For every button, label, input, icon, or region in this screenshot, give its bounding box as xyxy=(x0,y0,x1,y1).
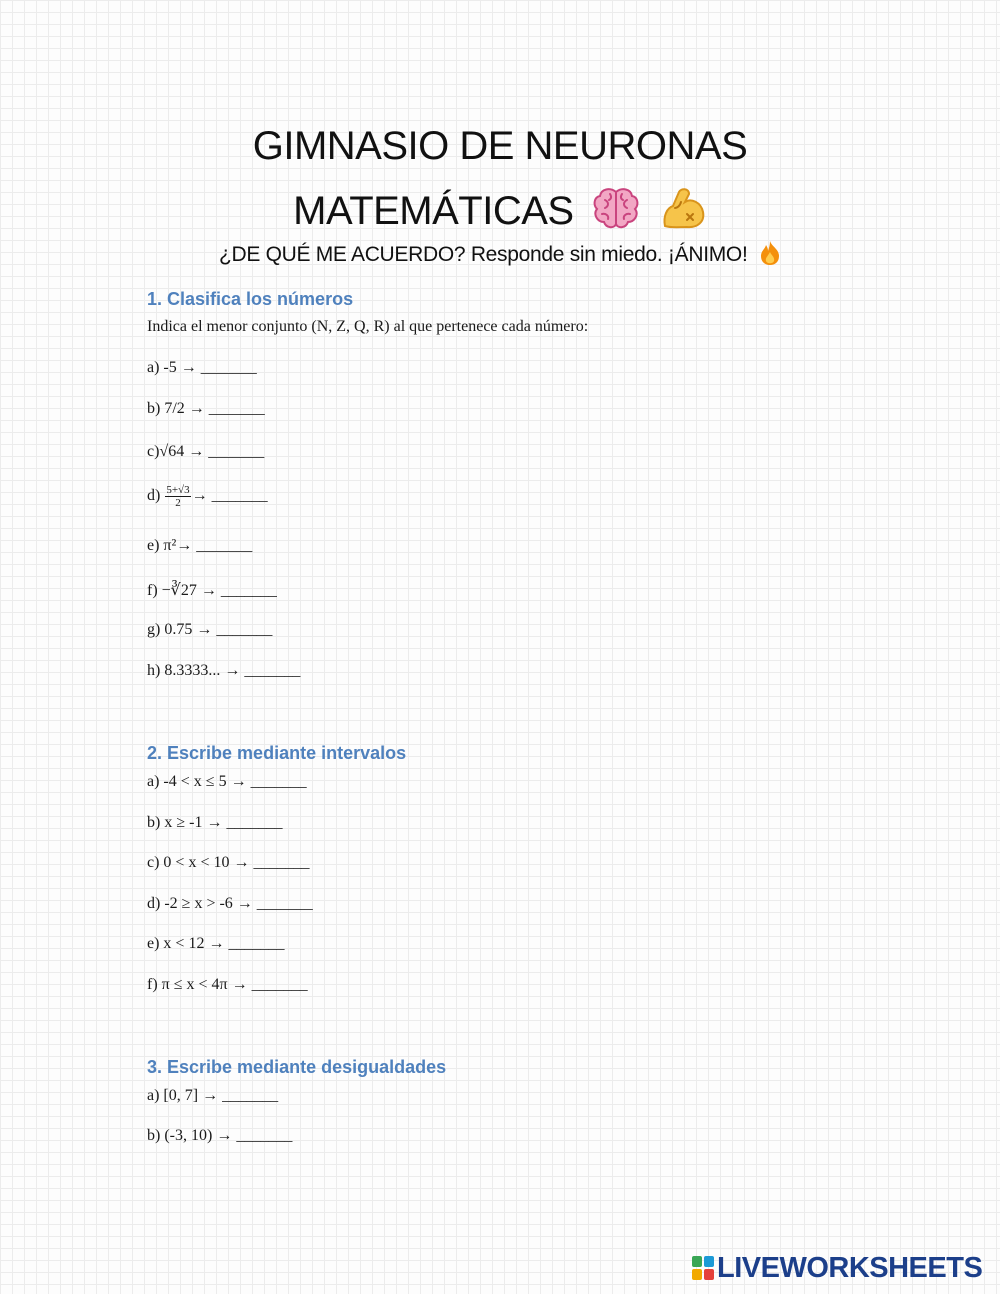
exercise-1d-prefix: d) xyxy=(147,487,165,505)
brain-icon xyxy=(592,186,640,240)
exercise-1e[interactable]: e) π²→ _______ xyxy=(147,537,253,554)
exercise-2a[interactable]: a) -4 < x ≤ 5 → _______ xyxy=(147,773,307,790)
exercise-2b[interactable]: b) x ≥ -1 → _______ xyxy=(147,814,283,831)
fire-icon xyxy=(759,240,781,272)
section-3-heading: 3. Escribe mediante desigualdades xyxy=(147,1057,447,1077)
exercise-2f[interactable]: f) π ≤ x < 4π → _______ xyxy=(147,976,308,993)
exercise-3b[interactable]: b) (-3, 10) → _______ xyxy=(147,1127,293,1144)
flexed-biceps-icon xyxy=(659,186,707,240)
liveworksheets-logo-icon xyxy=(692,1256,714,1280)
exercise-1f[interactable]: f) −∛27 → _______ xyxy=(147,582,277,599)
page-title-text: MATEMÁTICAS xyxy=(293,189,574,233)
subtitle-text: ¿DE QUÉ ME ACUERDO? Responde sin miedo. ¡ÁNIMO! xyxy=(218,243,748,266)
page-title-line-2 xyxy=(0,186,1000,240)
page-subtitle xyxy=(0,240,1000,272)
exercise-1d[interactable] xyxy=(147,484,268,509)
exercise-1d-suffix: → _______ xyxy=(191,487,268,505)
exercise-2c[interactable]: c) 0 < x < 10 → _______ xyxy=(147,854,310,871)
liveworksheets-logo-text: LIVEWORKSHEETS xyxy=(717,1251,983,1284)
exercise-2e[interactable]: e) x < 12 → _______ xyxy=(147,935,285,952)
exercise-1g[interactable]: g) 0.75 → _______ xyxy=(147,621,273,638)
exercise-1c[interactable]: c)√64 → _______ xyxy=(147,443,265,460)
fraction-denominator: 2 xyxy=(175,497,181,509)
exercise-3a[interactable]: a) [0, 7] → _______ xyxy=(147,1087,279,1104)
liveworksheets-logo xyxy=(692,1252,982,1284)
exercise-1b[interactable]: b) 7/2 → _______ xyxy=(147,400,265,417)
section-1-heading: 1. Clasifica los números xyxy=(147,289,354,309)
exercise-1a[interactable]: a) -5 → _______ xyxy=(147,359,257,376)
page-title-line-1: GIMNASIO DE NEURONAS xyxy=(252,124,748,168)
section-2-heading: 2. Escribe mediante intervalos xyxy=(147,743,407,763)
fraction-numerator: 5+√3 xyxy=(166,484,190,496)
fraction xyxy=(165,484,190,509)
section-1-instruction: Indica el menor conjunto (N, Z, Q, R) al que pertenece cada número: xyxy=(147,318,589,335)
exercise-1h[interactable]: h) 8.3333... → _______ xyxy=(147,662,301,679)
exercise-2d[interactable]: d) -2 ≥ x > -6 → _______ xyxy=(147,895,313,912)
